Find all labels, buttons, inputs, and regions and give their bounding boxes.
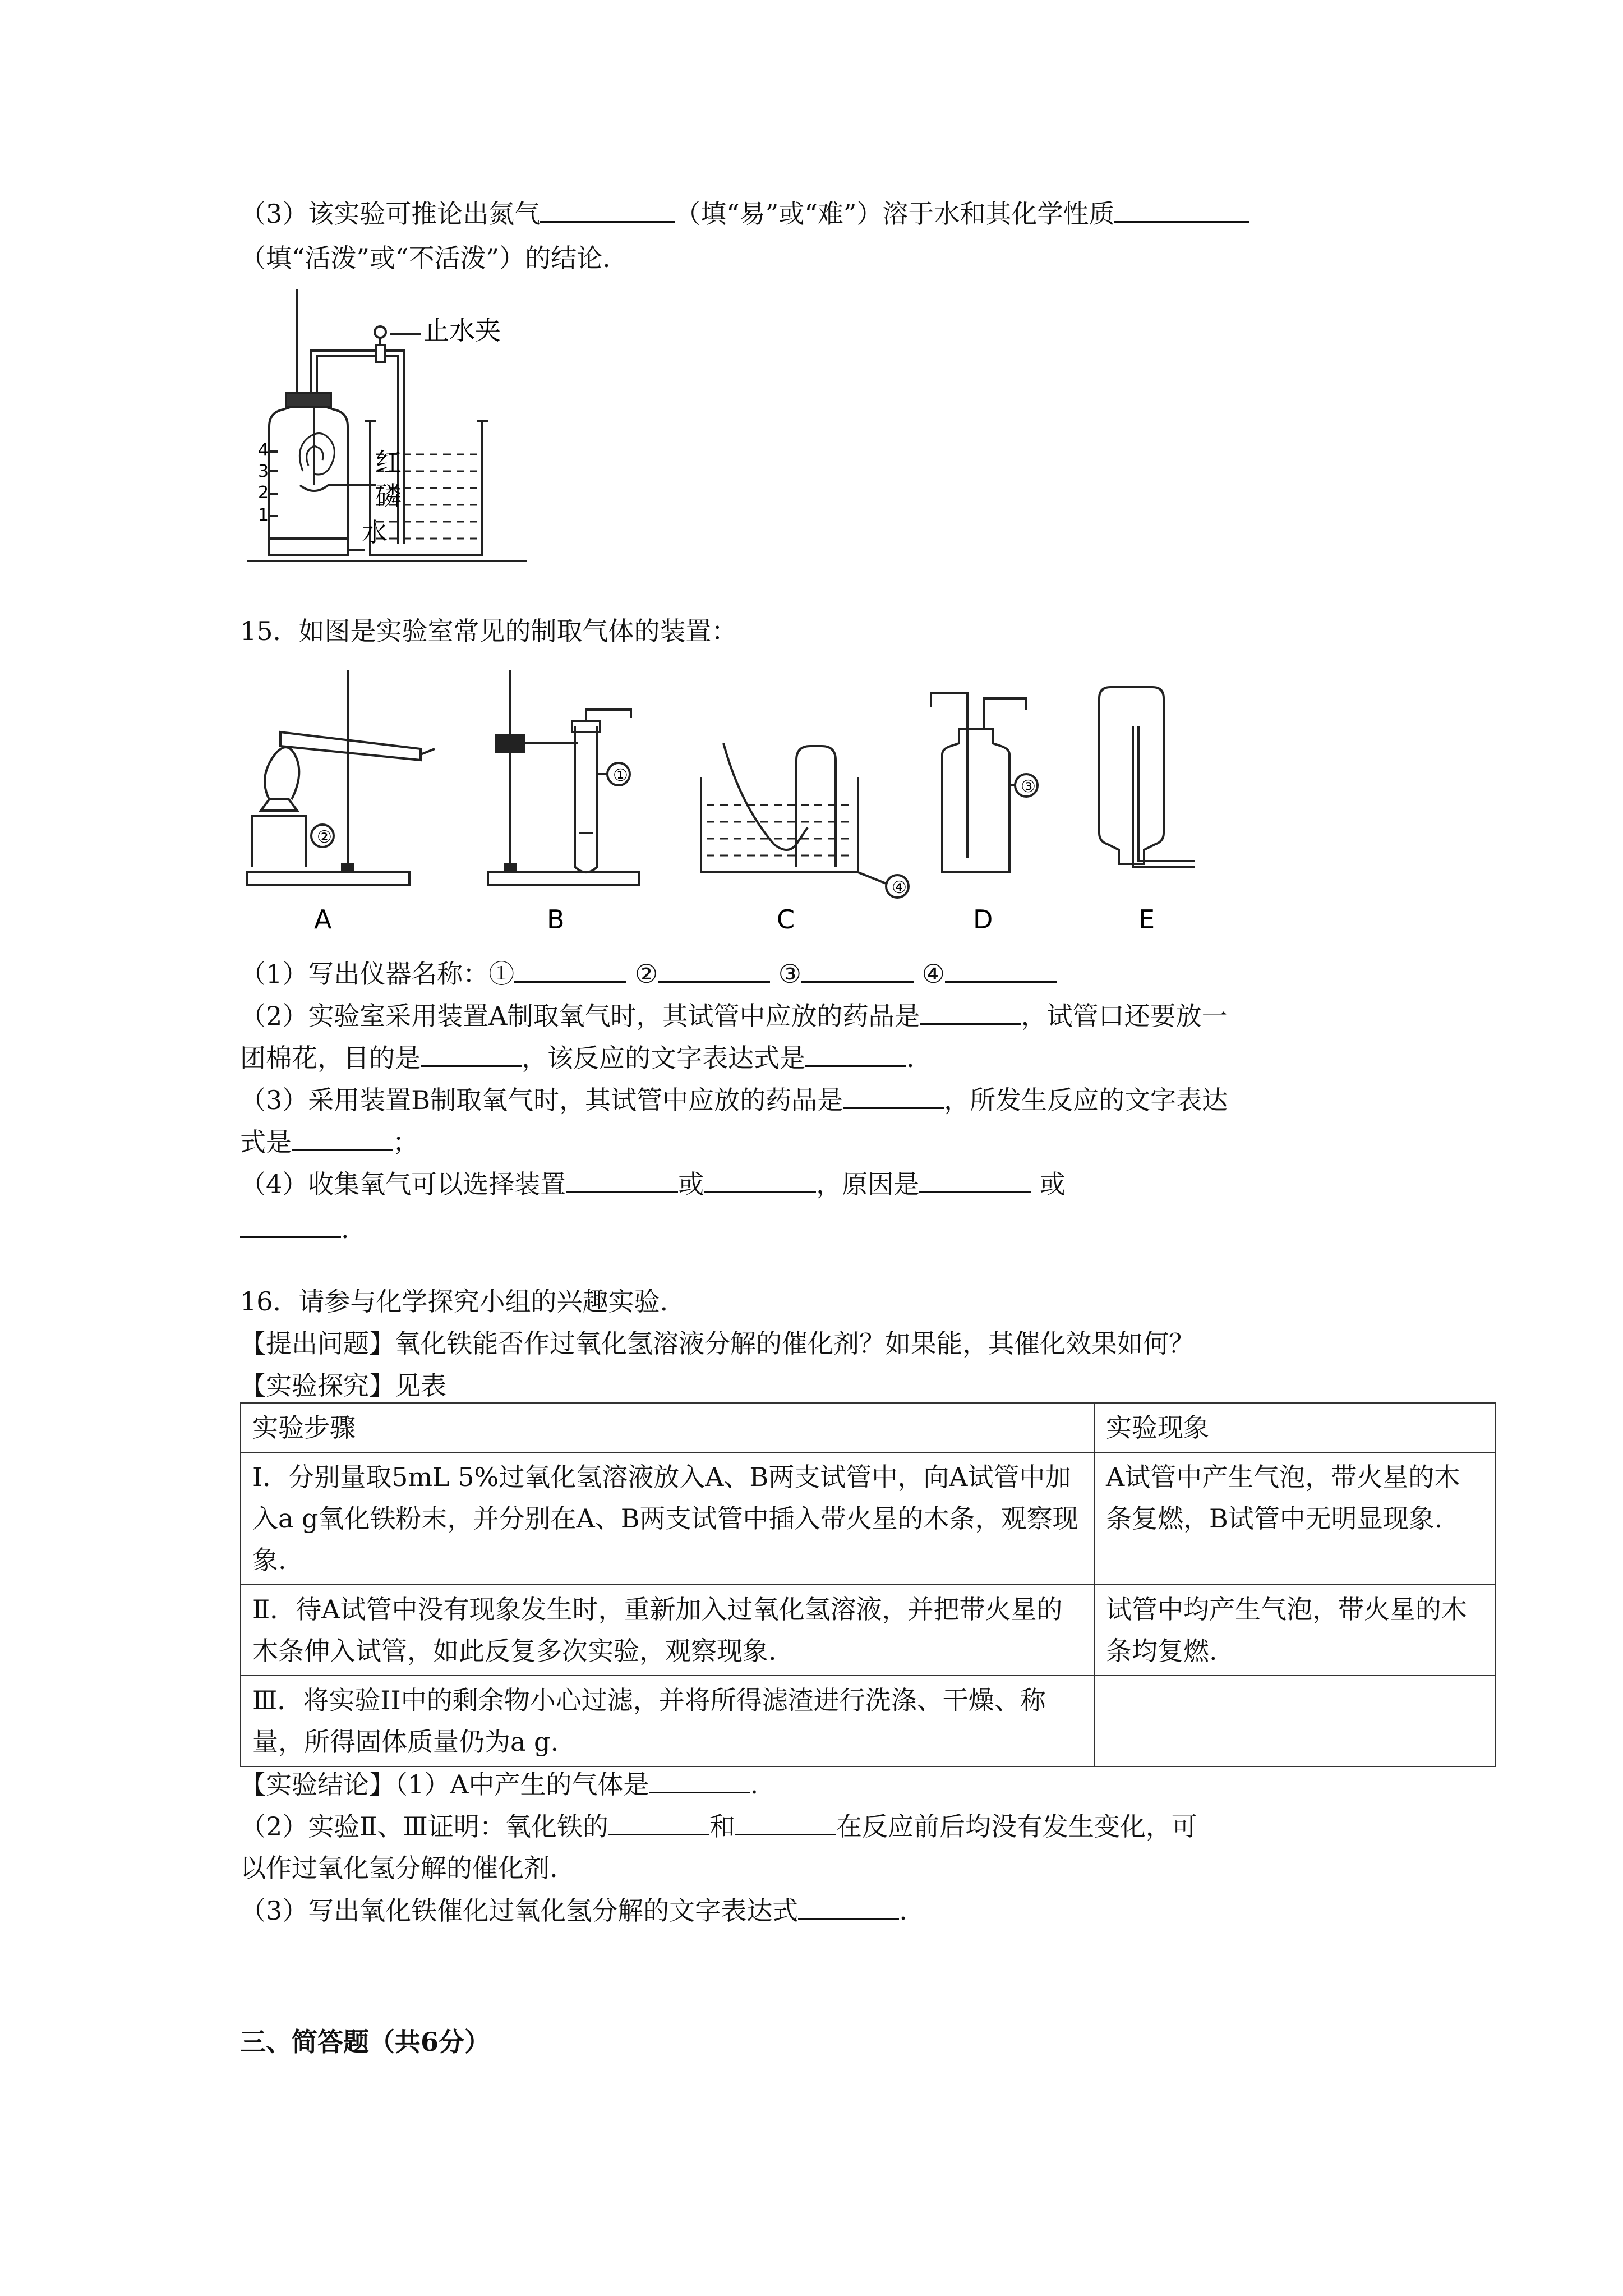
answer-blank[interactable] [945, 956, 1057, 983]
answer-blank[interactable] [919, 1167, 1031, 1193]
table-cell-phenomenon: A试管中产生气泡，带火星的木条复燃，B试管中无明显现象. [1094, 1452, 1496, 1585]
q16-c1-text-a: 【实验结论】（1）A中产生的气体是 [240, 1769, 649, 1800]
answer-blank[interactable] [920, 999, 1021, 1025]
answer-blank[interactable] [421, 1041, 522, 1067]
q15-p4-text-e: . [341, 1214, 349, 1244]
q16-title-text: 16．请参与化学探究小组的兴趣实验. [240, 1286, 668, 1317]
answer-blank[interactable] [514, 956, 626, 983]
table-row [241, 1452, 1496, 1585]
q15-p4-text-d: 或 [1039, 1169, 1066, 1199]
q15-p2-text-a: （2）实验室采用装置A制取氧气时，其试管中应放的药品是 [240, 1001, 920, 1031]
marker-2: ② [317, 827, 332, 847]
q16-title [240, 1285, 668, 1318]
scale-tick-3: 3 [258, 462, 269, 481]
table-row [241, 1585, 1496, 1676]
q16-conclusion-2-line1 [240, 1809, 1197, 1843]
apparatus-label-e: E [1138, 904, 1155, 935]
q15-part2-line1 [240, 999, 1228, 1033]
q16-c1-text-b: . [750, 1769, 759, 1800]
answer-blank[interactable] [566, 1167, 678, 1193]
q15-p2-text-b: ，试管口还要放一 [1021, 1001, 1228, 1031]
answer-blank[interactable] [704, 1167, 816, 1193]
answer-blank[interactable] [798, 1893, 899, 1920]
q15-part4-line2 [240, 1212, 349, 1246]
clip-label: 止水夹 [423, 315, 501, 346]
q16-conclusion-3 [240, 1893, 907, 1927]
table-cell-step: Ⅲ．将实验II中的剩余物小心过滤，并将所得滤渣进行洗涤、干燥、称量，所得固体质量仍为a g. [241, 1676, 1094, 1766]
q16-conclusion-2-line2 [240, 1851, 558, 1885]
answer-blank[interactable] [649, 1767, 750, 1793]
table-row [241, 1676, 1496, 1766]
water-label: 水 [362, 517, 388, 547]
marker-4: ④ [892, 878, 907, 898]
q15-part3-line2 [240, 1125, 418, 1159]
scale-tick-1: 1 [258, 505, 269, 525]
q15-p2-text-c: 团棉花，目的是 [240, 1043, 421, 1073]
table-cell-step: Ⅱ．待A试管中没有现象发生时，重新加入过氧化氢溶液，并把带火星的木条伸入试管，如此反复多次实验，观察现象. [241, 1585, 1094, 1676]
answer-blank[interactable] [292, 1125, 393, 1151]
answer-blank[interactable] [735, 1809, 836, 1835]
answer-blank[interactable] [658, 956, 770, 983]
q15-p2-text-d: ，该反应的文字表达式是 [522, 1043, 805, 1073]
answer-blank[interactable] [1114, 196, 1249, 223]
q15-title [240, 614, 737, 648]
q15-p3-text-c: 式是 [240, 1127, 292, 1157]
table-cell-phenomenon: 试管中均产生气泡，带火星的木条均复燃. [1094, 1585, 1496, 1676]
q16-question-text: 【提出问题】氧化铁能否作过氧化氢溶液分解的催化剂？如果能，其催化效果如何？ [240, 1328, 1195, 1359]
q16-conclusion-1 [240, 1767, 758, 1801]
answer-blank[interactable] [801, 956, 914, 983]
q14-part3-line1 [240, 196, 1249, 231]
table-header-row [241, 1403, 1496, 1452]
q16-question [240, 1327, 1195, 1360]
q15-p1-text-d: ④ [921, 959, 945, 989]
q15-p1-text-c: ③ [778, 959, 802, 989]
scale-tick-2: 2 [258, 483, 269, 503]
red-phosphorus-label-1: 红 [376, 447, 402, 477]
marker-1: ① [613, 766, 628, 785]
apparatus-label-d: D [973, 904, 993, 935]
q16-c3-text-b: . [899, 1895, 907, 1926]
q16-c3-text-a: （3）写出氧化铁催化过氧化氢分解的文字表达式 [240, 1895, 799, 1926]
q16-c2-text-b: 和 [709, 1811, 735, 1842]
red-phosphorus-label-2: 磷 [376, 481, 402, 511]
q14-text-b: （填“易”或“难”）溶于水和其化学性质 [675, 199, 1115, 229]
apparatus-label-c: C [777, 904, 795, 935]
red-phosphorus-apparatus-diagram [236, 286, 572, 578]
answer-blank[interactable] [843, 1083, 944, 1109]
apparatus-label-b: B [547, 904, 565, 935]
table-cell-phenomenon [1094, 1676, 1496, 1766]
q16-c2-text-d: 以作过氧化氢分解的催化剂. [240, 1853, 558, 1883]
q14-text-c: （填“活泼”或“不活泼”）的结论. [240, 243, 611, 273]
marker-3: ③ [1021, 777, 1036, 797]
gas-apparatus-diagram [236, 665, 1245, 945]
q15-p4-text-a: （4）收集氧气可以选择装置 [240, 1169, 566, 1199]
q15-p1-text-b: ② [634, 959, 658, 989]
table-header-phenomena: 实验现象 [1094, 1403, 1496, 1452]
q14-part3-line2 [240, 241, 611, 275]
table-cell-step: Ⅰ．分别量取5mL 5%过氧化氢溶液放入A、B两支试管中，向A试管中加入a g氧化铁粉末，并分别在A、B两支试管中插入带火星的木条，观察现象. [241, 1452, 1094, 1585]
q15-p4-text-c: ，原因是 [816, 1169, 920, 1199]
experiment-table [240, 1402, 1496, 1767]
q15-part3-line1 [240, 1083, 1228, 1117]
answer-blank[interactable] [540, 196, 675, 223]
answer-blank[interactable] [805, 1041, 906, 1067]
q14-text-a: （3）该实验可推论出氮气 [240, 199, 541, 229]
q15-part2-line2 [240, 1041, 915, 1075]
q15-p1-text-a: （1）写出仪器名称：① [240, 959, 515, 989]
q15-p3-text-b: ，所发生反应的文字表达 [944, 1085, 1228, 1115]
q16-explore [240, 1369, 446, 1402]
q16-c2-text-a: （2）实验Ⅱ、Ⅲ证明：氧化铁的 [240, 1811, 608, 1842]
scale-tick-4: 4 [258, 440, 269, 460]
table-header-steps: 实验步骤 [241, 1403, 1094, 1452]
answer-blank[interactable] [240, 1212, 341, 1238]
q15-p3-text-d: ； [393, 1127, 418, 1157]
q16-c2-text-c: 在反应前后均没有发生变化，可 [836, 1811, 1197, 1842]
section3-title [240, 2025, 490, 2059]
q15-p2-text-e: . [906, 1043, 915, 1073]
q15-part1 [240, 956, 1057, 991]
q15-p3-text-a: （3）采用装置B制取氧气时，其试管中应放的药品是 [240, 1085, 843, 1115]
q15-title-text: 15．如图是实验室常见的制取气体的装置： [240, 616, 737, 646]
section3-title-text: 三、简答题（共6分） [240, 2027, 491, 2057]
answer-blank[interactable] [608, 1809, 709, 1835]
q15-p4-text-b: 或 [678, 1169, 704, 1199]
apparatus-label-a: A [314, 904, 332, 935]
q15-part4-line1 [240, 1167, 1066, 1201]
q16-explore-text: 【实验探究】见表 [240, 1370, 446, 1401]
